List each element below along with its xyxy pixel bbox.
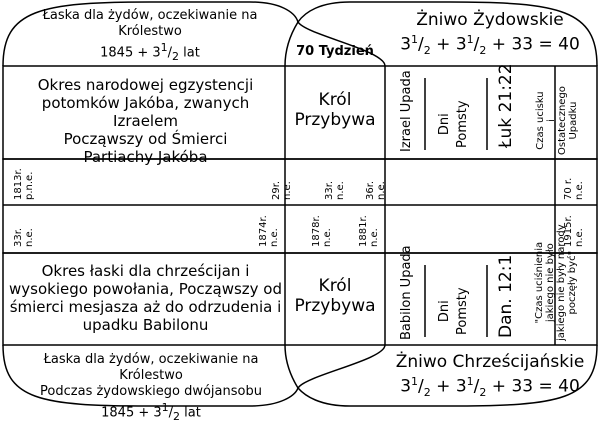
top-left-line1: Łaska dla żydów, oczekiwanie na Królestwo [42, 8, 258, 39]
top-left-line2: $1845 + 3^1/_2$ lat [100, 41, 200, 63]
daniel-reference: Dan. 12:1 [496, 254, 516, 338]
gospel-harvest-title: Żniwo Chrześcijańskie [395, 352, 585, 372]
gospel-desc-line-1: Okres łaski dla chrześcijan i [41, 262, 250, 280]
gospel-king-arrives: Król Przybywa [294, 276, 376, 316]
gospel-age-description [8, 262, 283, 334]
gospel-desc-line-3: śmierci mesjasza aż do odrzudenia i [9, 298, 282, 316]
jewish-tribulation: Czas ucisku i Ostatecznego Upadku [535, 86, 579, 155]
gospel-harvest-formula: $3^1/_2 + 3^1/_2 + 33 = 40$ [400, 375, 580, 400]
gospel-desc-line-4: upadku Babilonu [82, 316, 209, 334]
jewish-days-of-vengeance: Dni Pomsty [437, 100, 470, 148]
date-1878: 1878r. n.e. [311, 215, 333, 247]
seventy-weeks-label: 70 Tydzień [296, 44, 374, 59]
jewish-desc-line-3: Począwszy od Śmierci [63, 130, 228, 148]
jewish-desc-line-4: Partiachy Jakóba [83, 148, 208, 166]
babylon-falls-label: Babilon Upada [399, 245, 414, 340]
jewish-harvest-formula: $3^1/_2 + 3^1/_2 + 33 = 40$ [400, 33, 580, 58]
date-33-ce-lower: 33r. n.e. [13, 227, 35, 247]
jewish-king-arrives: Król Przybywa [294, 90, 376, 130]
date-1874: 1874r. n.e. [258, 215, 280, 247]
gospel-tribulation: "Czas uciśnienia jakiego nie było jakiego nie były narody poczęły być" [534, 224, 578, 341]
luke-reference: Łuk 21:22 [496, 63, 516, 148]
gospel-days-of-vengeance: Dni Pomsty [437, 287, 470, 335]
top-left-caption [20, 8, 280, 65]
jewish-desc-line-1: Okres narodowej egzystencji [37, 76, 254, 94]
timeline-band [3, 159, 597, 253]
date-1813-bce: 1813r. p.n.e. [13, 168, 35, 200]
bottom-left-line2: Podczas żydowskiego dwójansobu [40, 384, 262, 399]
date-1881: 1881r. n.e. [358, 215, 380, 247]
inner-left-curve-bottom [285, 345, 298, 388]
bottom-left-line1: Łaska dla żydów, oczekiwanie na Królestwo [43, 352, 259, 383]
inner-right-curve-bottom [298, 345, 385, 388]
jewish-desc-line-2: potomków Jakóba, zwanych Izraelem [41, 94, 250, 130]
bottom-right-caption [390, 352, 590, 403]
bottom-left-line3: $1845 + 3^1/_2$ lat [101, 401, 201, 423]
date-70-ce: 70 r. n.e. [563, 177, 585, 200]
date-1915: 1915r. n.e. [563, 215, 585, 247]
date-29-ce: 29r. n.e. [271, 180, 293, 200]
date-36-ce: 36r. n.e. [365, 180, 387, 200]
bottom-left-caption [20, 352, 282, 425]
date-33-ce: 33r. n.e. [324, 180, 346, 200]
jewish-age-description [8, 76, 283, 166]
top-right-caption [390, 10, 590, 61]
israel-falls-label: Izrael Upada [399, 70, 414, 152]
jewish-harvest-title: Żniwo Żydowskie [416, 10, 564, 30]
gospel-desc-line-2: wysokiego powołania, Począwszy od [9, 280, 282, 298]
